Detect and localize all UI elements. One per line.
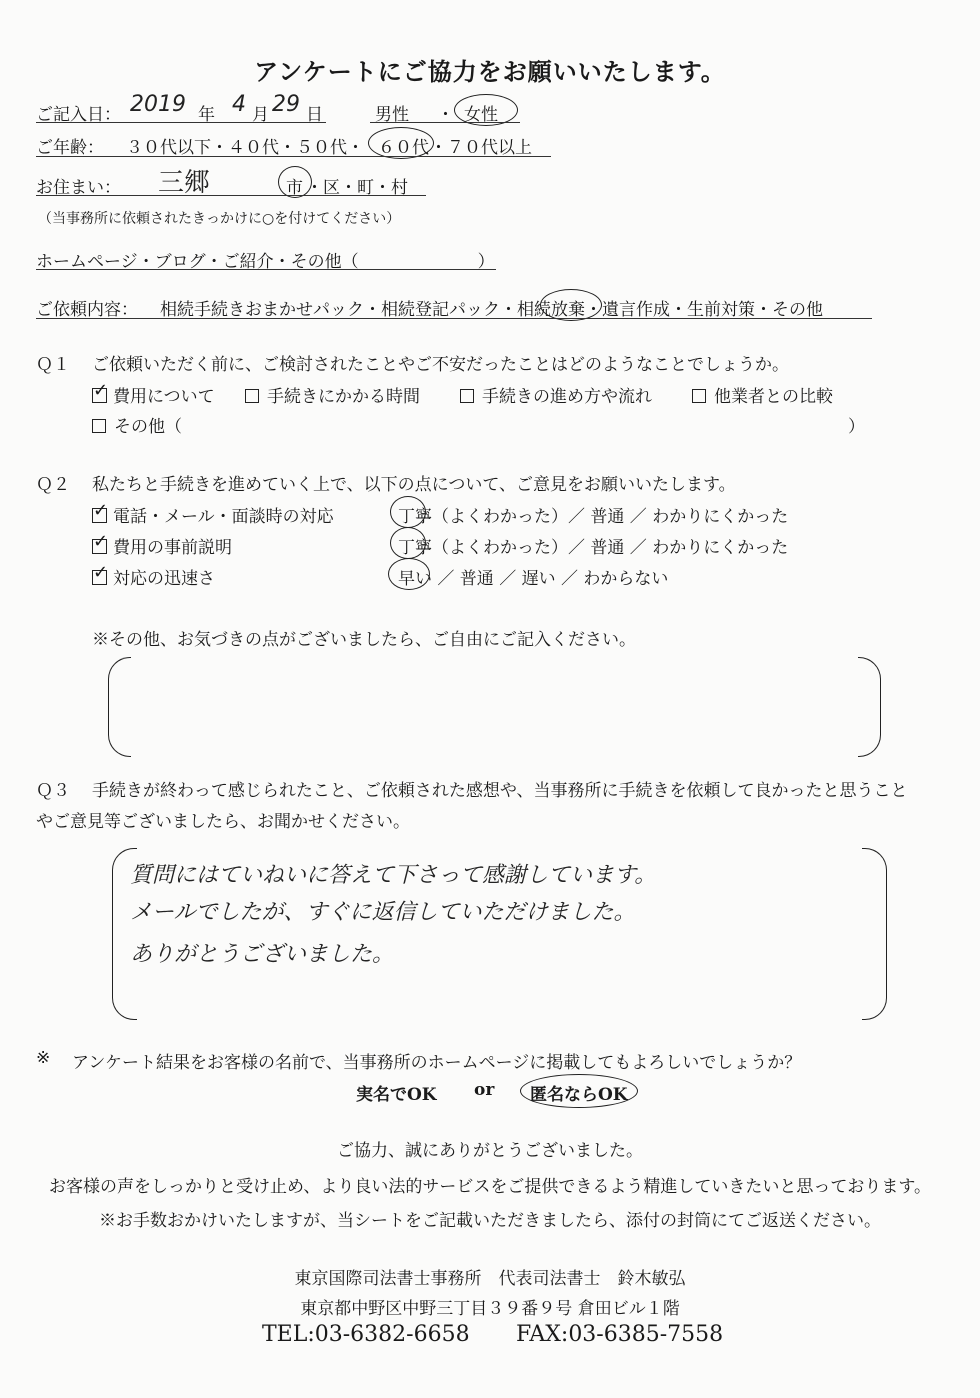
q3-answer-line2[interactable]: メールでしたが、すぐに返信していただけました。 xyxy=(130,900,636,925)
q1-option-flow[interactable] xyxy=(460,382,652,407)
checkbox-icon[interactable] xyxy=(692,389,706,403)
q1-option-time[interactable] xyxy=(245,382,420,407)
q2-item-cost-explanation-circle xyxy=(390,527,426,559)
q2-item-cost-explanation-answer[interactable]: 丁寧（よくわかった）／ 普通 ／ わかりにくかった xyxy=(398,538,789,558)
q2-other-prompt: ※その他、お気づきの点がございましたら、ご自由にご記入ください。 xyxy=(92,630,636,650)
publish-anonymous-circle xyxy=(520,1074,638,1108)
q2-item-response-answer[interactable]: 丁寧（よくわかった）／ 普通 ／ わかりにくかった xyxy=(398,507,789,527)
checkbox-icon[interactable] xyxy=(245,389,259,403)
office-address: 東京都中野区中野三丁目３９番９号 倉田ビル１階 xyxy=(300,1299,680,1319)
request-selected-circle xyxy=(540,289,602,321)
publish-real-name-ok[interactable]: 実名でOK xyxy=(356,1085,437,1105)
q1-option-compare[interactable] xyxy=(692,382,833,407)
checkbox-checked-icon[interactable] xyxy=(92,539,107,554)
office-fax: FAX:03-6385-7558 xyxy=(516,1322,724,1347)
gender-separator: ・ xyxy=(437,105,454,125)
thanks-line3: ※お手数おかけいたしますが、当シートをご記載いただきましたら、添付の封筒にてご返送ください。 xyxy=(99,1211,881,1231)
trigger-options[interactable]: ホームページ・ブログ・ご紹介・その他（ ） xyxy=(36,252,495,272)
q1-question: ご依頼いただく前に、ご検討されたことやご不安だったことはどのようなことでしょうか。 xyxy=(92,355,789,375)
q2-item-response[interactable] xyxy=(92,502,334,527)
day-unit: 日 xyxy=(306,105,323,125)
q3-answer-line3[interactable]: ありがとうございました。 xyxy=(130,942,395,967)
q2-item-speed-circle xyxy=(388,558,430,590)
age-underline xyxy=(36,156,551,157)
checkbox-icon[interactable] xyxy=(460,389,474,403)
office-name: 東京国際司法書士事務所 代表司法書士 鈴木敏弘 xyxy=(294,1269,686,1289)
q1-option-cost-label: 費用について xyxy=(113,387,215,407)
q2-item-speed[interactable] xyxy=(92,564,215,589)
trigger-note: （当事務所に依頼されたきっかけに○を付けてください） xyxy=(38,211,401,227)
entry-day[interactable]: 29 xyxy=(272,92,300,117)
q2-item-cost-explanation[interactable] xyxy=(92,533,232,558)
publish-mark: ※ xyxy=(36,1048,51,1068)
age-selected[interactable]: ６０代 xyxy=(378,138,429,158)
year-unit: 年 xyxy=(198,105,215,125)
request-label: ご依頼内容： xyxy=(36,300,138,320)
residence-options[interactable]: ・区・町・村 xyxy=(306,178,408,198)
q3-question-line2: やご意見等ございましたら、お聞かせください。 xyxy=(36,812,410,832)
q1-option-other-close: ） xyxy=(848,417,865,437)
q2-comment-box-left xyxy=(108,657,131,757)
q1-option-other[interactable] xyxy=(92,412,182,437)
q2-item-speed-answer[interactable]: 早い ／ 普通 ／ 遅い ／ わからない xyxy=(398,569,669,589)
entry-year[interactable]: 2019 xyxy=(130,92,186,117)
q2-comment-box-right xyxy=(858,657,881,757)
q1-option-flow-label: 手続きの進め方や流れ xyxy=(482,387,652,407)
residence-label: お住まい： xyxy=(36,178,121,198)
q2-item-cost-explanation-label: 費用の事前説明 xyxy=(113,538,232,558)
publish-question: アンケート結果をお客様の名前で、当事務所のホームページに掲載してもよろしいでしょうか？ xyxy=(72,1053,802,1073)
entry-date-label: ご記入日： xyxy=(36,105,121,125)
office-tel: TEL:03-6382-6658 xyxy=(262,1322,470,1347)
entry-month[interactable]: 4 xyxy=(232,92,246,117)
q3-answer-line1[interactable]: 質問にはていねいに答えて下さって感謝しています。 xyxy=(130,863,657,888)
q1-option-compare-label: 他業者との比較 xyxy=(714,387,833,407)
q3-question-line1: 手続きが終わって感じられたこと、ご依頼された感想や、当事務所に手続きを依頼して良かったと思うこと xyxy=(92,781,908,801)
q1-option-other-label: その他（ xyxy=(114,417,182,437)
month-unit: 月 xyxy=(252,105,269,125)
q3-number: Ｑ３ xyxy=(36,781,70,801)
publish-or: or xyxy=(474,1080,495,1100)
thanks-line1: ご協力、誠にありがとうございました。 xyxy=(337,1141,643,1161)
q1-number: Ｑ１ xyxy=(36,355,70,375)
request-underline xyxy=(36,318,872,319)
checkbox-checked-icon[interactable] xyxy=(92,508,107,523)
residence-city-name[interactable]: 三郷 xyxy=(158,168,211,198)
checkbox-checked-icon[interactable] xyxy=(92,388,107,403)
residence-underline xyxy=(36,195,426,196)
publish-anonymous-ok[interactable]: 匿名ならOK xyxy=(530,1085,628,1105)
request-options[interactable]: 相続手続きおまかせパック・相続登記パック・相続放棄・遺言作成・生前対策・その他 xyxy=(160,300,823,320)
age-selected-circle xyxy=(368,127,434,159)
gender-underline xyxy=(370,122,520,123)
q2-item-response-label: 電話・メール・面談時の対応 xyxy=(113,507,334,527)
q1-option-time-label: 手続きにかかる時間 xyxy=(267,387,420,407)
entry-date-underline xyxy=(36,122,326,123)
q2-item-speed-label: 対応の迅速さ xyxy=(113,569,215,589)
q1-option-cost[interactable] xyxy=(92,382,215,407)
q2-question: 私たちと手続きを進めていく上で、以下の点について、ご意見をお願いいたします。 xyxy=(92,475,736,495)
checkbox-icon[interactable] xyxy=(92,419,106,433)
q2-item-response-circle xyxy=(390,496,426,528)
q3-answer-box-right xyxy=(862,848,887,1020)
trigger-underline xyxy=(36,269,496,270)
q2-number: Ｑ２ xyxy=(36,475,70,495)
gender-female[interactable]: 女性 xyxy=(464,105,498,125)
residence-city-selected[interactable]: 市 xyxy=(286,178,303,198)
age-options-before[interactable]: ３０代以下・４０代・５０代・ xyxy=(126,138,364,158)
age-options-after[interactable]: ・７０代以上 xyxy=(430,138,532,158)
age-label: ご年齢： xyxy=(36,138,104,158)
thanks-line2: お客様の声をしっかりと受け止め、より良い法的サービスをご提供できるよう精進していきたいと思っております。 xyxy=(49,1177,931,1197)
survey-title: アンケートにご協力をお願いいたします。 xyxy=(254,57,726,86)
gender-male[interactable]: 男性 xyxy=(375,105,409,125)
checkbox-checked-icon[interactable] xyxy=(92,570,107,585)
